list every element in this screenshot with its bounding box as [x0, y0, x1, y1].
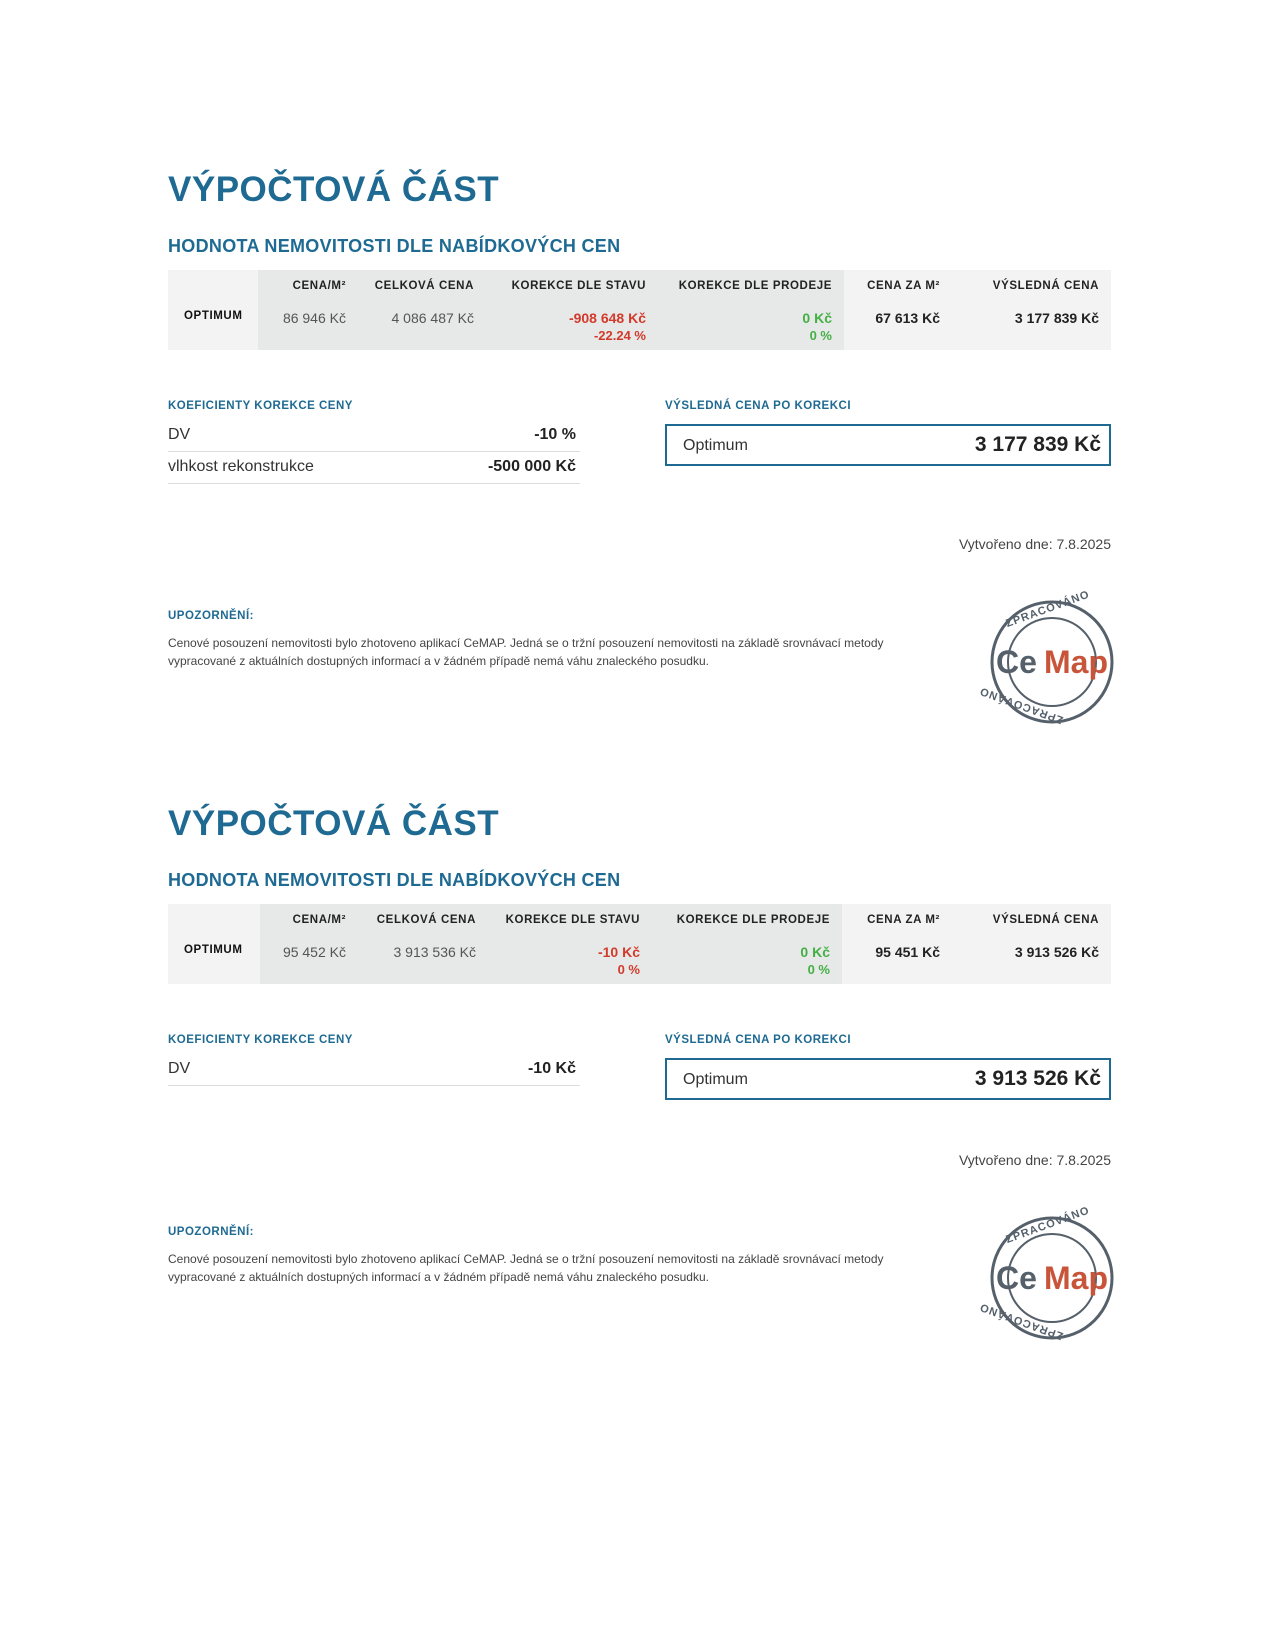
svg-text:ZPRACOVÁNO: ZPRACOVÁNO [977, 1300, 1065, 1342]
result-value: 3 913 526 Kč [974, 1067, 1101, 1090]
header-celkova-cena: CELKOVÁ CENA [374, 280, 474, 292]
section-subtitle: HODNOTA NEMOVITOSTI DLE NABÍDKOVÝCH CEN [168, 236, 621, 256]
value-korekce-prodej-pct: 0 % [807, 962, 830, 977]
value-korekce-prodej-pct: 0 % [809, 328, 832, 343]
cemap-stamp-logo [977, 588, 1116, 726]
svg-text:Map: Map [1044, 1260, 1108, 1296]
result-box [665, 424, 1111, 466]
coef-row [168, 1054, 580, 1086]
value-celkova-cena: 4 086 487 Kč [391, 310, 474, 326]
svg-text:ZPRACOVÁNO: ZPRACOVÁNO [1004, 1204, 1092, 1246]
coef-label: DV [168, 1060, 191, 1077]
coef-heading: KOEFICIENTY KOREKCE CENY [168, 1034, 353, 1046]
value-korekce-stav: -10 Kč [597, 944, 640, 960]
result-label: Optimum [683, 437, 748, 454]
price-table [168, 904, 1111, 984]
col-vysledna-cena [952, 904, 1111, 984]
svg-text:Ce: Ce [996, 644, 1037, 680]
value-cena-za-m2: 95 451 Kč [875, 944, 940, 960]
col-celkova-cena [358, 904, 488, 984]
header-cena-za-m2: CENA ZA M² [867, 280, 940, 292]
coef-label: DV [168, 426, 191, 443]
result-box [665, 1058, 1111, 1100]
col-cena-za-m2 [844, 270, 952, 350]
value-vysledna-cena: 3 177 839 Kč [1014, 310, 1099, 326]
header-vysledna-cena: VÝSLEDNÁ CENA [992, 914, 1099, 926]
section-subtitle: HODNOTA NEMOVITOSTI DLE NABÍDKOVÝCH CEN [168, 870, 621, 890]
created-date: Vytvořeno dne: 7.8.2025 [958, 1152, 1111, 1168]
value-korekce-stav: -908 648 Kč [568, 310, 646, 326]
col-korekce-prodej [652, 904, 842, 984]
row-label: OPTIMUM [184, 310, 243, 322]
col-cena-za-m2 [842, 904, 952, 984]
col-celkova-cena [358, 270, 486, 350]
value-korekce-prodej: 0 Kč [800, 944, 830, 960]
result-heading: VÝSLEDNÁ CENA PO KOREKCI [665, 1034, 852, 1046]
result-value: 3 177 839 Kč [974, 433, 1101, 456]
header-cena-m2: CENA/M² [292, 280, 346, 292]
section-title: VÝPOČTOVÁ ČÁST [168, 170, 500, 209]
col-korekce-stav [488, 904, 652, 984]
coef-label: vlhkost rekonstrukce [168, 458, 314, 475]
row-label-cell [168, 270, 258, 350]
coef-list [168, 420, 580, 484]
warning-text: Cenové posouzení nemovitosti bylo zhotoveno aplikací CeMAP. Jedná se o tržní posouzení nemovitosti na základě srovnávací metody vypracované z aktuálních dostupných informací a v žádném případě nemá váhu znaleckého posudku. [168, 636, 884, 668]
header-korekce-stav: KOREKCE DLE STAVU [505, 914, 640, 926]
svg-text:ZPRACOVÁNO: ZPRACOVÁNO [977, 684, 1065, 726]
col-vysledna-cena [952, 270, 1111, 350]
col-korekce-prodej [658, 270, 844, 350]
coef-row [168, 452, 580, 484]
value-cena-m2: 86 946 Kč [282, 310, 346, 326]
result-label: Optimum [683, 1071, 748, 1088]
value-vysledna-cena: 3 913 526 Kč [1014, 944, 1099, 960]
value-celkova-cena: 3 913 536 Kč [393, 944, 476, 960]
svg-text:ZPRACOVÁNO: ZPRACOVÁNO [1004, 588, 1092, 630]
value-cena-m2: 95 452 Kč [282, 944, 346, 960]
svg-text:Ce: Ce [996, 1260, 1037, 1296]
value-korekce-stav-pct: -22.24 % [593, 328, 646, 343]
value-korekce-prodej: 0 Kč [802, 310, 832, 326]
calculation-section-2 [168, 804, 1111, 1404]
svg-text:Map: Map [1044, 644, 1108, 680]
header-korekce-stav: KOREKCE DLE STAVU [511, 280, 646, 292]
value-cena-za-m2: 67 613 Kč [875, 310, 940, 326]
col-cena-m2 [258, 270, 358, 350]
cemap-stamp-logo [977, 1204, 1116, 1342]
col-cena-m2 [260, 904, 358, 984]
warning-title: UPOZORNĚNÍ: [168, 610, 254, 622]
header-korekce-prodej: KOREKCE DLE PRODEJE [678, 280, 832, 292]
coef-value: -500 000 Kč [487, 458, 576, 475]
coef-value: -10 % [534, 426, 576, 443]
row-label-cell [168, 904, 260, 984]
header-cena-m2: CENA/M² [292, 914, 346, 926]
warning-text: Cenové posouzení nemovitosti bylo zhotoveno aplikací CeMAP. Jedná se o tržní posouzení nemovitosti na základě srovnávací metody vypracované z aktuálních dostupných informací a v žádném případě nemá váhu znaleckého posudku. [168, 1252, 884, 1284]
coef-row [168, 420, 580, 452]
header-cena-za-m2: CENA ZA M² [867, 914, 940, 926]
row-label: OPTIMUM [184, 944, 243, 956]
price-table [168, 270, 1111, 350]
coef-heading: KOEFICIENTY KOREKCE CENY [168, 400, 353, 412]
section-title: VÝPOČTOVÁ ČÁST [168, 804, 500, 843]
value-korekce-stav-pct: 0 % [617, 962, 640, 977]
coef-list [168, 1054, 580, 1086]
created-date: Vytvořeno dne: 7.8.2025 [958, 536, 1111, 552]
header-korekce-prodej: KOREKCE DLE PRODEJE [676, 914, 830, 926]
header-celkova-cena: CELKOVÁ CENA [376, 914, 476, 926]
coef-value: -10 Kč [527, 1060, 576, 1077]
calculation-section-1 [168, 170, 1111, 770]
col-korekce-stav [486, 270, 658, 350]
header-vysledna-cena: VÝSLEDNÁ CENA [992, 280, 1099, 292]
warning-title: UPOZORNĚNÍ: [168, 1226, 254, 1238]
result-heading: VÝSLEDNÁ CENA PO KOREKCI [665, 400, 852, 412]
